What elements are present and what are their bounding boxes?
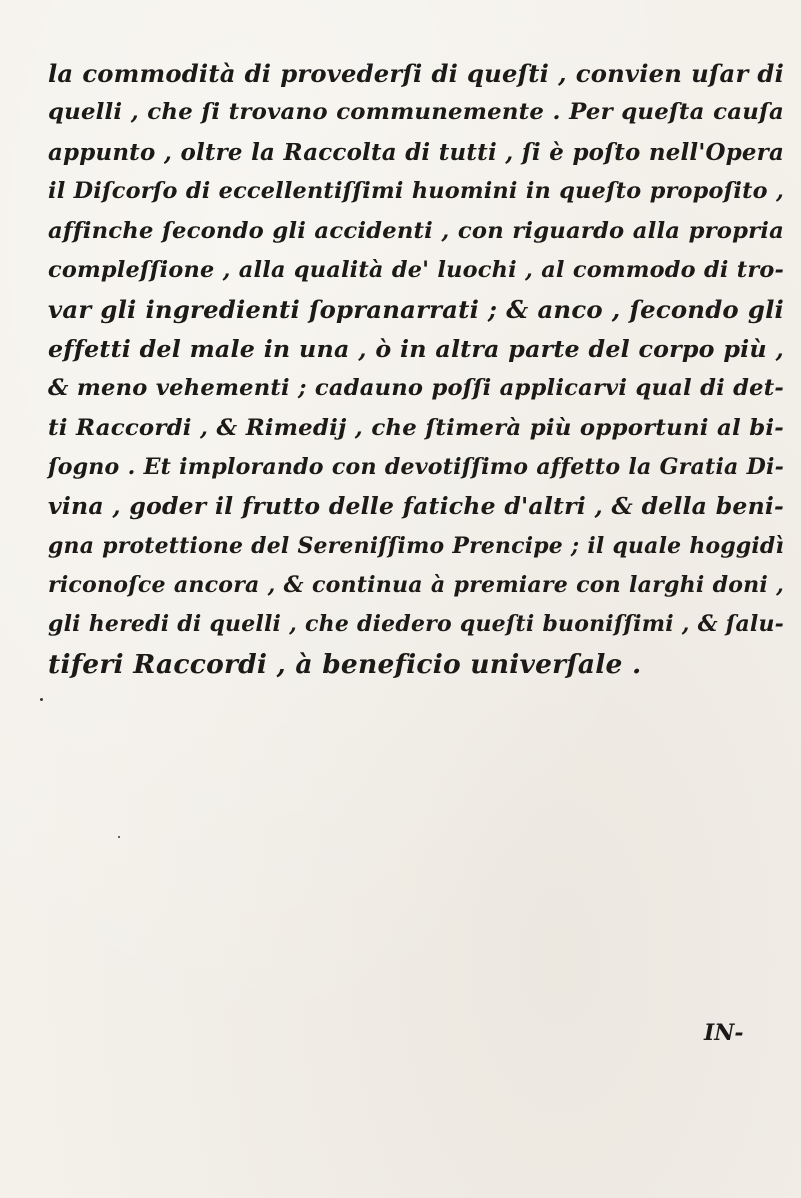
ink-speck: [118, 836, 120, 838]
text-line: & meno vehementi ; cadauno poſſi applicarvi qual di det-: [48, 375, 784, 402]
text-line: il Diſcorſo di eccellentiſſimi huomini in queſto propoſito ,: [48, 178, 784, 205]
text-line: vina , goder il frutto delle fatiche d'altri , & della beni-: [48, 492, 784, 521]
text-line: appunto , oltre la Raccolta di tutti , ſi è poſto nell'Opera: [48, 138, 784, 166]
text-line: ſogno . Et implorando con devotiſſimo affetto la Gratia Di-: [48, 453, 784, 480]
text-line: var gli ingredienti ſopranarrati ; & anco , ſecondo gli: [48, 295, 784, 325]
text-line: gli heredi di quelli , che diedero queſti buoniſſimi , & ſalu-: [48, 611, 784, 638]
text-line: affinche ſecondo gli accidenti , con riguardo alla propria: [48, 217, 784, 244]
catchword: IN-: [704, 1020, 744, 1046]
text-line: ti Raccordi , & Rimedij , che ſtimerà più opportuni al bi-: [48, 414, 784, 441]
text-line: tiferi Raccordi , à beneficio univerſale .: [48, 648, 642, 680]
text-line: compleſſione , alla qualità de' luochi , al commodo di tro-: [48, 256, 784, 283]
body-text: [48, 54, 784, 684]
ink-speck: [40, 698, 43, 701]
text-line: riconoſce ancora , & continua à premiare con larghi doni ,: [48, 572, 784, 599]
text-line: la commodità di provederſi di queſti , convien uſar di: [48, 59, 784, 88]
text-line: quelli , che ſi trovano communemente . Per queſta cauſa: [48, 99, 784, 126]
text-line: gna protettione del Sereniſſimo Prencipe ; il quale hoggidì: [48, 532, 784, 559]
text-line: effetti del male in una , ò in altra parte del corpo più ,: [48, 334, 784, 363]
